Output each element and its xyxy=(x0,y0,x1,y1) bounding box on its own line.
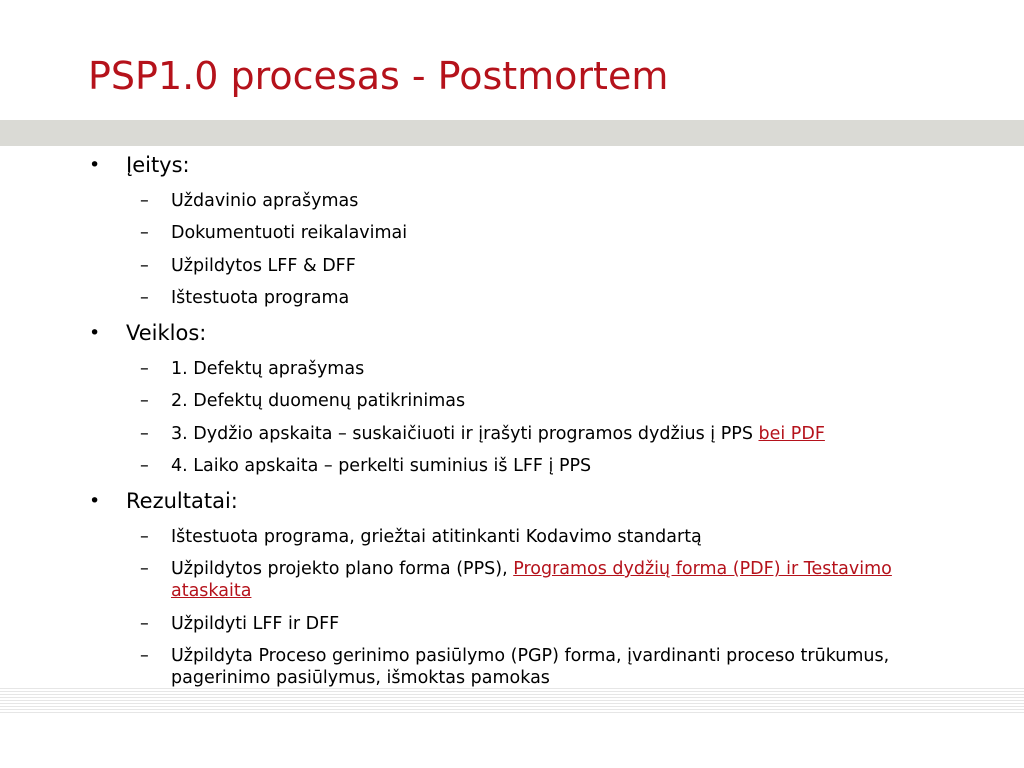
list-item xyxy=(88,287,911,309)
list-item xyxy=(88,255,911,277)
bullet-inputs-label: Įeitys: xyxy=(126,153,190,177)
results-item-2: Užpildytos projekto plano forma (PPS), xyxy=(171,559,514,579)
inputs-item-1: Uždavinio aprašymas xyxy=(171,190,359,211)
activities-item-2: 2. Defektų duomenų patikrinimas xyxy=(171,391,466,411)
list-item xyxy=(88,455,911,477)
list-item xyxy=(88,423,911,445)
slide-title: PSP1.0 procesas - Postmortem xyxy=(88,54,669,98)
list-item xyxy=(88,190,911,212)
bullet-results-label: Rezultatai: xyxy=(126,489,238,513)
dash-icon: – xyxy=(140,288,149,308)
dash-icon: – xyxy=(140,559,149,579)
bullet-results xyxy=(88,487,988,515)
dash-icon: – xyxy=(140,613,149,634)
bullet-icon: • xyxy=(89,322,101,344)
bullet-activities xyxy=(88,319,988,347)
bullet-activities-label: Veiklos: xyxy=(126,321,207,345)
size-form-link[interactable]: Programos dydžių forma (PDF) ir Testavimo ataskaita xyxy=(171,559,892,601)
title-divider-band xyxy=(0,120,1024,146)
inputs-item-3: Užpildytos LFF & DFF xyxy=(171,255,356,276)
inputs-item-2: Dokumentuoti reikalavimai xyxy=(171,223,408,243)
results-item-3: Užpildyti LFF ir DFF xyxy=(171,613,340,634)
dash-icon: – xyxy=(140,456,149,476)
pdf-link[interactable]: bei PDF xyxy=(758,423,825,444)
list-item xyxy=(88,645,911,689)
results-item-1: Ištestuota programa, griežtai atitinkanti Kodavimo standartą xyxy=(171,526,702,547)
dash-icon: – xyxy=(140,358,149,379)
dash-icon: – xyxy=(140,646,149,666)
dash-icon: – xyxy=(140,255,149,276)
dash-icon: – xyxy=(140,526,149,547)
list-item xyxy=(88,358,911,380)
list-item xyxy=(88,558,911,602)
results-item-4: Užpildyta Proceso gerinimo pasiūlymo (PGP) forma, įvardinanti proceso trūkumus, pagerinimo pasiūlymus, išmoktas pamokas xyxy=(171,646,890,688)
bullet-icon: • xyxy=(89,154,101,176)
activities-item-1: 1. Defektų aprašymas xyxy=(171,358,365,379)
footer-decorative-lines xyxy=(0,688,1024,714)
inputs-item-4: Ištestuota programa xyxy=(171,288,350,308)
activities-item-4: 4. Laiko apskaita – perkelti suminius iš LFF į PPS xyxy=(171,456,592,476)
list-item xyxy=(88,526,911,548)
dash-icon: – xyxy=(140,391,149,411)
bullet-inputs xyxy=(88,151,988,179)
slide-content xyxy=(88,151,988,689)
dash-icon: – xyxy=(140,190,149,211)
dash-icon: – xyxy=(140,223,149,243)
dash-icon: – xyxy=(140,423,149,444)
list-item xyxy=(88,613,911,635)
activities-item-3: 3. Dydžio apskaita – suskaičiuoti ir įrašyti programos dydžius į PPS xyxy=(171,423,759,444)
bullet-icon: • xyxy=(89,490,101,512)
list-item xyxy=(88,390,911,412)
list-item xyxy=(88,222,911,244)
